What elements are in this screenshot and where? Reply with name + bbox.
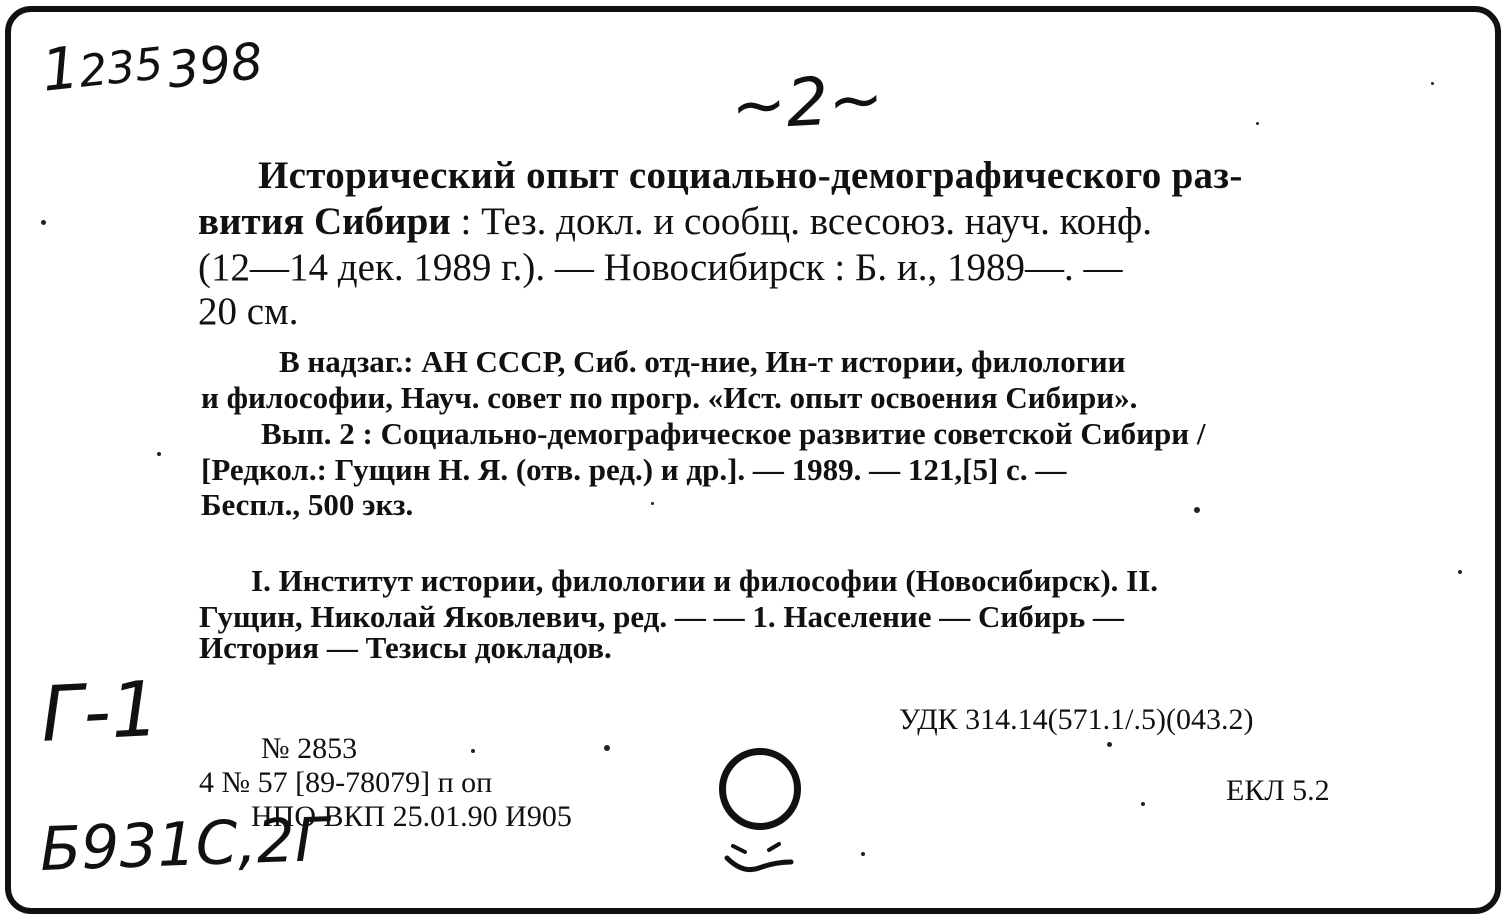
note-line-3: Вып. 2 : Социально-демографическое развитие советской Сибири / xyxy=(261,416,1206,451)
handwritten-page-mark: ~2~ xyxy=(729,60,886,145)
catalog-card xyxy=(5,6,1501,914)
title-line-2-rest: : Тез. докл. и сообщ. всесоюз. науч. конф. xyxy=(450,200,1152,243)
title-line-1: Исторический опыт социально-демографического раз- xyxy=(258,154,1243,197)
scan-speck xyxy=(1256,122,1259,125)
accession-prefix: 1 xyxy=(38,33,83,105)
note-line-5: Беспл., 500 экз. xyxy=(201,487,414,522)
scan-speck xyxy=(1431,82,1434,85)
accession-subscript: 398 xyxy=(164,31,266,100)
udc-code: УДК 314.14(571.1/.5)(043.2) xyxy=(899,703,1254,736)
scan-speck xyxy=(604,745,610,751)
note-line-4: [Редкол.: Гущин Н. Я. (отв. ред.) и др.]. — 1989. — 121,[5] с. — xyxy=(201,452,1067,487)
heading-line-1: I. Институт истории, филологии и философии (Новосибирск). II. xyxy=(251,563,1159,598)
stamp-circle-icon xyxy=(719,748,801,830)
scan-speck xyxy=(1107,742,1112,747)
accession-superscript: 235 xyxy=(76,38,166,98)
stamp-scribble-icon xyxy=(723,840,795,880)
note-line-1: В надзаг.: АН СССР, Сиб. отд-ние, Ин-т истории, филологии xyxy=(279,344,1126,379)
scan-speck xyxy=(1141,802,1145,806)
scan-speck xyxy=(157,452,161,456)
scan-speck xyxy=(1458,570,1462,574)
handwritten-accession-number xyxy=(38,19,266,105)
heading-line-2: Гущин, Николай Яковлевич, ред. — — 1. Население — Сибирь — xyxy=(199,599,1125,634)
order-info: 4 № 57 [89-78079] п оп xyxy=(199,766,493,799)
title-line-2 xyxy=(198,202,1152,241)
note-line-2: и философии, Науч. совет по прогр. «Ист. опыт освоения Сибири». xyxy=(201,380,1138,415)
scan-speck xyxy=(1194,507,1200,513)
scan-speck xyxy=(471,749,475,753)
imprint-line-1: (12—14 дек. 1989 г.). — Новосибирск : Б. и., 1989—. — xyxy=(198,246,1123,289)
imprint-line-2: 20 см. xyxy=(198,290,299,333)
scan-speck xyxy=(651,502,654,505)
scan-speck xyxy=(861,852,865,856)
title-line-2-bold: вития Сибири xyxy=(198,200,451,243)
handwritten-shelf-mark: Г-1 xyxy=(38,663,162,759)
publisher-line: НПО ВКП 25.01.90 И905 xyxy=(251,800,572,833)
ekl-code: ЕКЛ 5.2 xyxy=(1226,774,1330,807)
scan-speck xyxy=(41,220,46,225)
handwritten-shelf-code: Б931С,2Г xyxy=(38,804,330,885)
card-number: № 2853 xyxy=(261,732,358,765)
heading-line-3: История — Тезисы докладов. xyxy=(199,630,612,665)
